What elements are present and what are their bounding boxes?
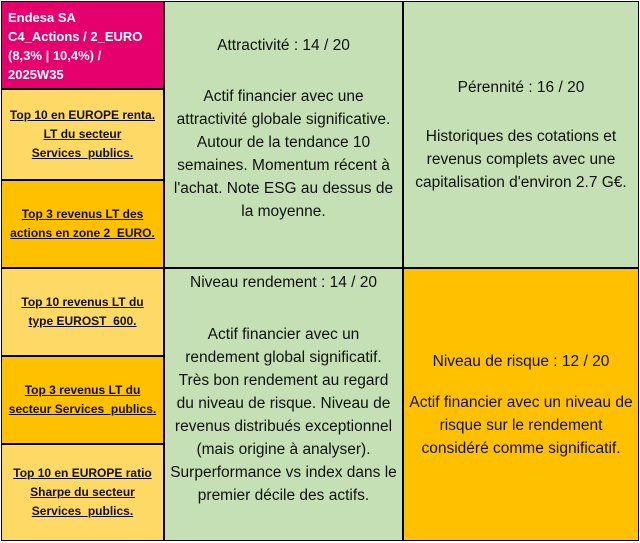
perennite-text: Historiques des cotations et revenus complets avec une capitalisation d'environ 2.7 G€.	[415, 127, 627, 191]
ranking-text: Top 10 en EUROPE renta. LT du secteur Services_publics.	[9, 108, 156, 160]
ranking-item	[2, 90, 163, 179]
perennite-cell	[404, 2, 638, 267]
summary-table	[1, 1, 639, 541]
risque-cell	[404, 269, 638, 540]
company-name: Endesa SA	[8, 10, 76, 25]
attractivite-cell	[165, 2, 402, 267]
rendement-text: Actif financier avec un rendement global significatif. Très bon rendement au regard du niveau de risque. Niveau de revenus distribués exceptionnel (mais origine à analyser). Surperformance vs index dans le premier décile des actifs.	[170, 326, 397, 504]
attractivite-text: Actif financier avec une attractivité globale significative. Autour de la tendance 10 semaines. Momentum récent à l'achat. Note ESG au dessus de la moyenne.	[173, 88, 394, 220]
stats-label: (8,3% | 10,4%) / 2025W35	[8, 48, 102, 82]
header-cell	[2, 2, 163, 88]
perennite-title: Pérennité : 16 / 20	[457, 78, 585, 96]
risque-text: Actif financier avec un niveau de risque sur le rendement considéré comme significatif.	[409, 393, 633, 457]
ranking-item	[2, 181, 163, 267]
ranking-item	[2, 269, 163, 355]
ranking-text: Top 3 revenus LT du secteur Services_publics.	[8, 383, 157, 416]
ranking-text: Top 10 revenus LT du type EUROST_600.	[21, 295, 144, 328]
rendement-title: Niveau rendement : 14 / 20	[190, 274, 377, 291]
ranking-text: Top 10 en EUROPE ratio Sharpe du secteur Services_publics.	[13, 466, 152, 518]
attractivite-title: Attractivité : 14 / 20	[217, 37, 350, 54]
ranking-text: Top 3 revenus LT des actions en zone 2_EURO.	[10, 207, 155, 240]
category-label: C4_Actions / 2_EURO	[8, 29, 143, 44]
ranking-item	[2, 445, 163, 540]
risque-title: Niveau de risque : 12 / 20	[432, 352, 610, 370]
ranking-item	[2, 357, 163, 443]
rendement-cell	[165, 269, 402, 540]
